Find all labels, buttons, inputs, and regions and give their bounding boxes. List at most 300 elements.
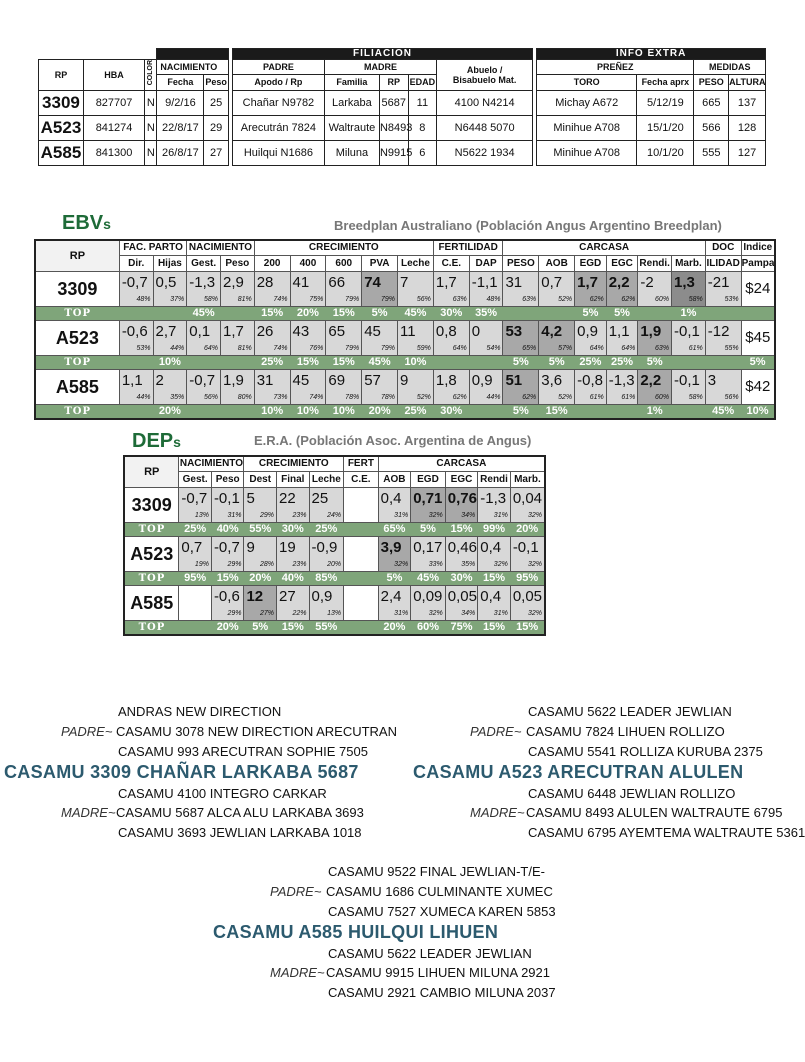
ebv-value-cell [705, 272, 741, 307]
ebv-value-cell [539, 321, 575, 356]
dep-value-cell [244, 537, 277, 572]
dep-row [124, 488, 545, 523]
ebv-top-value [119, 307, 153, 321]
ebv-top-value: 25% [398, 405, 434, 420]
ebv-accuracy: 62% [621, 296, 636, 303]
ebv-accuracy: 61% [688, 345, 703, 352]
ebv-accuracy: 80% [237, 394, 252, 401]
dep-top-value: 15% [478, 621, 511, 636]
bisabuelo-header: Bisabuelo Mat. [452, 75, 517, 86]
dep-value-cell [411, 586, 446, 621]
ebv-value: 31 [505, 274, 523, 291]
ebv-accuracy: 64% [203, 345, 218, 352]
ebv-value-cell [672, 370, 706, 405]
ebv-top-value: 10% [254, 405, 290, 420]
ebv-value-cell [575, 370, 607, 405]
ebv-value: 3,6 [541, 372, 563, 389]
ebv-value-cell [362, 321, 398, 356]
dep-nacimiento-header: NACIMIENTO [179, 456, 244, 472]
ebv-top-value: 25% [575, 356, 607, 370]
cell-fecha-aprx: 10/1/20 [637, 141, 694, 166]
dep-accuracy: 31% [394, 512, 409, 519]
ebv-accuracy: 64% [589, 345, 604, 352]
ebv-row [35, 370, 775, 405]
dep-accuracy: 32% [428, 610, 443, 617]
ebv-col-header: Gest. [187, 256, 221, 272]
ebv-accuracy: 81% [237, 296, 252, 303]
ebv-top-value: 10% [153, 356, 187, 370]
dep-value-cell [309, 586, 344, 621]
ebv-top-value [503, 307, 539, 321]
dep-accuracy: 32% [527, 512, 542, 519]
dep-col-header: Leche [309, 472, 344, 488]
ebv-value-cell [606, 321, 638, 356]
ebv-accuracy: 55% [724, 345, 739, 352]
animal-row [39, 116, 766, 141]
dep-value-cell [445, 537, 478, 572]
ebv-value: -0,6 [121, 323, 148, 340]
ebv-accuracy: 79% [345, 345, 360, 352]
dep-value: -0,1 [512, 539, 539, 556]
ebv-value: -0,1 [674, 323, 700, 340]
ebv-col-header: Marb. [672, 256, 706, 272]
dep-accuracy: 31% [493, 512, 508, 519]
dep-top-value: 75% [445, 621, 478, 636]
dep-value-cell [378, 537, 411, 572]
dep-value-cell [344, 488, 379, 523]
ebv-col-header: Pampa [741, 256, 775, 272]
ebv-value: 11 [400, 323, 416, 340]
ebv-top-row [35, 307, 775, 321]
ebv-top-value: 10% [326, 405, 362, 420]
dep-top-value: 15% [478, 572, 511, 586]
dep-col-header: AOB [378, 472, 411, 488]
dep-top-value: 85% [309, 572, 344, 586]
dep-top-row [124, 572, 545, 586]
ebv-accuracy: 79% [381, 296, 396, 303]
ebv-accuracy: 59% [416, 345, 431, 352]
ebv-value-cell [254, 321, 290, 356]
top-label: TOP [35, 405, 119, 420]
dep-value: 0,9 [311, 588, 333, 605]
madre-label: MADRE~ [61, 805, 116, 820]
cell-color: N [145, 91, 157, 116]
ebv-value-cell [638, 321, 672, 356]
info-extra-header: INFO EXTRA [537, 49, 766, 60]
dep-col-header: Rendi [478, 472, 511, 488]
ebv-value-cell [539, 272, 575, 307]
dep-top-value: 95% [510, 572, 545, 586]
dep-col-header: C.E. [344, 472, 379, 488]
ebv-value: 45 [364, 323, 381, 340]
dep-value: 0,17 [413, 539, 443, 556]
ebv-top-value: 30% [433, 307, 469, 321]
ebv-top-value [187, 405, 221, 420]
ebv-value-cell [290, 370, 326, 405]
ebv-accuracy: 76% [309, 345, 324, 352]
dep-fert-header: FERT [344, 456, 379, 472]
familia-header: Familia [324, 74, 379, 90]
altura-header: ALTURA [729, 74, 766, 90]
ebv-top-value [433, 356, 469, 370]
madre-label: MADRE~ [270, 965, 325, 980]
cell-familia: Larkaba [324, 91, 379, 116]
ebv-col-header: EGD [575, 256, 607, 272]
ebv-table [34, 239, 776, 420]
ebv-value: 9 [400, 372, 409, 389]
ebv-top-value [220, 356, 254, 370]
ebv-accuracy: 78% [381, 394, 396, 401]
dep-value-cell [445, 488, 478, 523]
dep-value: 2,4 [380, 588, 402, 605]
top-label: TOP [35, 307, 119, 321]
dep-accuracy: 29% [259, 512, 274, 519]
dep-col-header: Peso [211, 472, 244, 488]
dep-top-value: 5% [244, 621, 277, 636]
ebv-accuracy: 74% [273, 296, 288, 303]
ebv-top-value: 5% [503, 356, 539, 370]
ebv-value-cell [433, 272, 469, 307]
ebv-rp: A523 [35, 321, 119, 356]
ebv-top-value [575, 405, 607, 420]
padre-name: CASAMU 7824 LIHUEN ROLLIZO [526, 724, 725, 739]
dep-value: 0,05 [447, 588, 477, 605]
cell-edad: 6 [408, 141, 437, 166]
dep-value: 22 [279, 490, 296, 507]
ebv-accuracy: 35% [170, 394, 185, 401]
ebv-accuracy: 79% [345, 296, 360, 303]
ebv-top-value: 45% [187, 307, 221, 321]
fecha-aprx-header: Fecha aprx [637, 74, 694, 90]
filiacion-header: FILIACION [232, 49, 532, 60]
dep-top-value: 20% [244, 572, 277, 586]
dep-value-cell [478, 537, 511, 572]
cell-fecha-aprx: 15/1/20 [637, 116, 694, 141]
ebv-value-cell [672, 321, 706, 356]
padre-sire: CASAMU 9522 FINAL JEWLIAN-T/E- [328, 864, 545, 879]
dep-value-cell [378, 488, 411, 523]
ebv-value-cell [290, 272, 326, 307]
ebv-accuracy: 37% [170, 296, 185, 303]
padre-dam: CASAMU 7527 XUMECA KAREN 5853 [328, 904, 556, 919]
dep-accuracy: 13% [327, 610, 342, 617]
ebv-top-value: 15% [254, 307, 290, 321]
ebv-value: 1,8 [435, 372, 457, 389]
ebv-col-header: DAP [469, 256, 503, 272]
madre-name: CASAMU 8493 ALULEN WALTRAUTE 6795 [526, 805, 783, 820]
ebv-value-cell [539, 370, 575, 405]
ebv-top-value [469, 356, 503, 370]
ebv-value-cell [398, 370, 434, 405]
dep-value: 0,76 [447, 490, 477, 507]
ebv-value: 1,9 [222, 372, 244, 389]
ebv-value-cell [153, 321, 187, 356]
dep-value-cell [510, 537, 545, 572]
dep-top-value: 30% [277, 523, 310, 537]
ebv-subtitle: Breedplan Australiano (Población Angus Argentino Breedplan) [334, 218, 722, 233]
dep-table [123, 455, 546, 636]
ebv-value-cell [326, 370, 362, 405]
cell-hba: 841274 [83, 116, 144, 141]
dep-accuracy: 32% [428, 512, 443, 519]
dep-value: 0,04 [512, 490, 543, 507]
rp-madre-header: RP [379, 74, 408, 90]
ebv-rp-header: RP [35, 240, 119, 272]
dep-value: -0,7 [181, 490, 208, 507]
dep-accuracy: 22% [292, 610, 307, 617]
cell-padre: Arecutrán 7824 [232, 116, 324, 141]
cell-abuelo: 4100 N4214 [437, 91, 533, 116]
ebv-value-cell [119, 370, 153, 405]
ebv-top-value: 45% [398, 307, 434, 321]
ebv-value-cell [741, 370, 775, 405]
dep-value-cell [411, 488, 446, 523]
ebv-col-header: ILIDAD [705, 256, 741, 272]
ebv-top-value: 5% [575, 307, 607, 321]
top-label: TOP [124, 523, 179, 537]
ebv-row [35, 321, 775, 356]
ebv-col-header: Hijas [153, 256, 187, 272]
dep-top-value [344, 572, 379, 586]
ebv-top-row [35, 356, 775, 370]
dep-accuracy: 31% [394, 610, 409, 617]
dep-accuracy: 19% [194, 561, 209, 568]
ebv-col-header: EGC [606, 256, 638, 272]
ebv-top-value: 25% [606, 356, 638, 370]
ebv-value: 3 [707, 372, 717, 389]
ebv-top-value [469, 405, 503, 420]
ebv-top-value: 5% [638, 356, 672, 370]
ebv-value: 2,2 [608, 274, 630, 291]
edad-header: EDAD [408, 74, 437, 90]
cell-fecha: 26/8/17 [157, 141, 204, 166]
ebv-top-value: 5% [503, 405, 539, 420]
ebv-accuracy: 44% [170, 345, 185, 352]
ebv-value: 66 [328, 274, 346, 291]
madre-dam: CASAMU 3693 JEWLIAN LARKABA 1018 [118, 825, 362, 840]
dep-accuracy: 24% [327, 512, 342, 519]
ebv-top-value: 35% [469, 307, 503, 321]
ebv-accuracy: 48% [136, 296, 151, 303]
ebv-top-value: 10% [290, 405, 326, 420]
cell-familia: Waltraute [324, 116, 379, 141]
ebv-top-value [119, 356, 153, 370]
ebv-value: -0,8 [577, 372, 603, 389]
padre-sire: CASAMU 5622 LEADER JEWLIAN [528, 704, 732, 719]
madre-label: MADRE~ [470, 805, 525, 820]
dep-row [124, 537, 545, 572]
dep-accuracy: 32% [527, 561, 542, 568]
peso-header: Peso [204, 74, 229, 90]
ebv-value: 0,1 [189, 323, 211, 340]
animal-row [39, 91, 766, 116]
ebv-value: 74 [364, 274, 381, 291]
ebv-value: -1,3 [189, 274, 216, 291]
ebv-accuracy: 61% [621, 394, 636, 401]
ebv-top-value: 15% [290, 356, 326, 370]
ebv-accuracy: 62% [589, 296, 604, 303]
dep-top-value: 15% [510, 621, 545, 636]
ebv-value: 4,2 [541, 323, 563, 340]
dep-value: -0,7 [213, 539, 240, 556]
madre-dam: CASAMU 2921 CAMBIO MILUNA 2037 [328, 985, 556, 1000]
ebv-top-value: 5% [606, 307, 638, 321]
animal-name: CASAMU 3309 CHAÑAR LARKABA 5687 [4, 762, 359, 782]
ebv-top-value [220, 307, 254, 321]
ebv-accuracy: 58% [688, 296, 703, 303]
ebv-value-cell [153, 272, 187, 307]
top-label: TOP [124, 621, 179, 636]
padre-sire: ANDRAS NEW DIRECTION [118, 704, 282, 719]
ebv-top-value [741, 307, 775, 321]
dep-value: -0,1 [213, 490, 240, 507]
dep-value-cell [277, 586, 310, 621]
ebv-value: $45 [745, 329, 771, 346]
cell-peso2: 566 [694, 116, 729, 141]
dep-accuracy: 35% [461, 561, 476, 568]
dep-top-value: 5% [378, 572, 411, 586]
ebv-accuracy: 64% [452, 345, 467, 352]
ebv-accuracy: 44% [136, 394, 151, 401]
ebv-col-header: C.E. [433, 256, 469, 272]
ebv-rp: A585 [35, 370, 119, 405]
dep-rp: 3309 [124, 488, 179, 523]
medidas-header: MEDIDAS [694, 60, 766, 75]
filiation-table [38, 48, 766, 166]
ebv-top-value: 45% [362, 356, 398, 370]
dep-top-value: 20% [211, 621, 244, 636]
dep-accuracy: 13% [194, 512, 209, 519]
ebv-col-header: 600 [326, 256, 362, 272]
ebv-accuracy: 63% [655, 345, 670, 352]
dep-accuracy: 32% [527, 610, 542, 617]
dep-rp-header: RP [124, 456, 179, 488]
ebv-value: 45 [292, 372, 310, 389]
ebv-value: 0,5 [155, 274, 177, 291]
dep-accuracy: 34% [461, 512, 476, 519]
ebv-value: 43 [292, 323, 310, 340]
ebv-value-cell [469, 321, 503, 356]
ebv-value: -0,7 [189, 372, 216, 389]
madre-sire: CASAMU 4100 INTEGRO CARKAR [118, 786, 327, 801]
ebv-accuracy: 60% [655, 394, 670, 401]
ebv-top-value: 5% [539, 356, 575, 370]
dep-value-cell [244, 586, 277, 621]
ebv-accuracy: 81% [237, 345, 252, 352]
dep-value-cell [179, 537, 212, 572]
dep-carcasa-header: CARCASA [378, 456, 545, 472]
madre-name: CASAMU 9915 LIHUEN MILUNA 2921 [326, 965, 550, 980]
ebv-value-cell [503, 370, 539, 405]
dep-value: 0,4 [480, 588, 502, 605]
ebv-value: 0,9 [577, 323, 598, 340]
ebv-accuracy: 62% [522, 394, 537, 401]
dep-value-cell [277, 488, 310, 523]
dep-value: 0,71 [413, 490, 443, 507]
cell-altura: 127 [729, 141, 766, 166]
ebv-value-cell [606, 272, 638, 307]
ebv-value: 2,7 [155, 323, 177, 340]
ebv-value-cell [187, 370, 221, 405]
dep-title: DEPs [132, 430, 181, 452]
apodo-header: Apodo / Rp [232, 74, 324, 90]
ebv-value-cell [254, 370, 290, 405]
ebv-accuracy: 73% [273, 394, 288, 401]
cell-rp: A523 [39, 116, 84, 141]
ebv-top-value: 20% [290, 307, 326, 321]
ebv-top-value [705, 307, 741, 321]
ebv-value-cell [398, 272, 434, 307]
nacimiento-header: NACIMIENTO [157, 60, 228, 75]
ebv-value-cell [705, 321, 741, 356]
cell-color: N [145, 116, 157, 141]
ebv-accuracy: 64% [621, 345, 636, 352]
dep-top-value [179, 621, 212, 636]
ebv-value-cell [119, 272, 153, 307]
dep-top-value: 99% [478, 523, 511, 537]
cell-altura: 128 [729, 116, 766, 141]
dep-top-value [344, 621, 379, 636]
ebv-crecimiento-header: CRECIMIENTO [254, 240, 433, 256]
ebv-accuracy: 57% [558, 345, 573, 352]
dep-subtitle: E.R.A. (Población Asoc. Argentina de Angus) [254, 433, 532, 448]
dep-value-cell [445, 586, 478, 621]
top-label: TOP [124, 572, 179, 586]
dep-value: -1,3 [480, 490, 507, 507]
ebv-accuracy: 54% [486, 345, 501, 352]
cell-color: N [145, 141, 157, 166]
ebv-value: 2 [155, 372, 164, 389]
cell-hba: 827707 [83, 91, 144, 116]
dep-top-value [344, 523, 379, 537]
ebv-accuracy: 56% [203, 394, 218, 401]
ebv-col-header: PVA [362, 256, 398, 272]
ebv-top-value: 5% [741, 356, 775, 370]
dep-accuracy: 32% [394, 561, 409, 568]
dep-value-cell [309, 488, 344, 523]
ebv-top-value [539, 307, 575, 321]
ebv-value: 1,9 [640, 323, 662, 340]
ebv-top-value: 45% [705, 405, 741, 420]
peso2-header: PESO [694, 74, 729, 90]
ebv-value-cell [433, 321, 469, 356]
dep-value: 12 [246, 588, 264, 605]
dep-value-cell [478, 488, 511, 523]
ebv-value-cell [433, 370, 469, 405]
ebv-value: 1,7 [435, 274, 457, 291]
dep-top-row [124, 523, 545, 537]
dep-value-cell [510, 586, 545, 621]
cell-peso: 27 [204, 141, 229, 166]
dep-value: 0,7 [181, 539, 203, 556]
ebv-fac-parto-header: FAC. PARTO [119, 240, 186, 256]
ebv-value: 69 [328, 372, 346, 389]
ebv-accuracy: 58% [688, 394, 703, 401]
ebv-value: 53 [505, 323, 523, 340]
dep-accuracy: 27% [259, 610, 274, 617]
ebv-accuracy: 78% [345, 394, 360, 401]
ebv-accuracy: 52% [558, 296, 573, 303]
ebv-value: 0 [471, 323, 481, 340]
dep-value: 19 [279, 539, 296, 556]
dep-top-value: 25% [179, 523, 212, 537]
ebv-top-value [672, 405, 706, 420]
dep-top-value: 20% [510, 523, 545, 537]
top-label: TOP [35, 356, 119, 370]
padre-dam: CASAMU 5541 ROLLIZA KURUBA 2375 [528, 744, 763, 759]
madre-sire: CASAMU 5622 LEADER JEWLIAN [328, 946, 532, 961]
dep-col-header: EGD [411, 472, 446, 488]
